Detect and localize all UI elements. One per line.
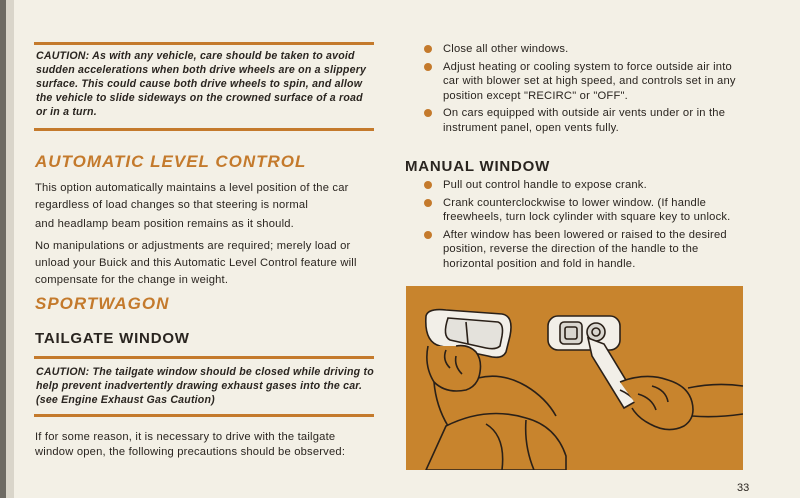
list-item-text: On cars equipped with outside air vents under or in the instrument panel, open vents fully. — [443, 107, 726, 134]
list-item — [443, 106, 745, 135]
caution-text: As with any vehicle, care should be taken to avoid sudden accelerations when both drive wheels are on a slippery surface. This could cause both drive wheels to spin, and allow the vehicle to slide sideways on the crowned surface of a road or in a turn. — [36, 50, 367, 118]
tailgate-paragraph: If for some reason, it is necessary to drive with the tailgate window open, the following precautions should be observed: — [35, 431, 346, 458]
list-item-text: Close all other windows. — [443, 43, 569, 55]
bullet-icon — [424, 231, 432, 239]
subsection-title-manual-window: MANUAL WINDOW — [405, 158, 551, 175]
bullet-icon — [424, 199, 432, 207]
alc-paragraph-1: This option automatically maintains a level position of the car regardless of load changes so that steering is normal — [35, 182, 349, 211]
alc-paragraph-2: and headlamp beam position remains as it should. — [35, 218, 294, 230]
list-item-text: Adjust heating or cooling system to force outside air into car with blower set at high speed, and controls set in any position except "RECIRC" or "OFF". — [443, 60, 736, 102]
section-title-automatic-level-control: AUTOMATIC LEVEL CONTROL — [35, 152, 307, 171]
caution2-top-rule — [34, 356, 374, 359]
caution-tailgate — [36, 365, 376, 407]
list-item-text: Crank counterclockwise to lower window. (If handle freewheels, turn lock cylinder with square key to unlock. — [443, 196, 731, 224]
caution-acceleration — [36, 49, 376, 119]
list-item — [443, 196, 745, 225]
list-item — [443, 60, 745, 104]
bullet-icon — [424, 181, 432, 189]
caution2-bottom-rule — [34, 414, 374, 417]
bullet-icon — [424, 45, 432, 53]
alc-paragraph-3: No manipulations or adjustments are required; merely load or unload your Buick and this Automatic Level Control feature will compensate for the change in weight. — [35, 240, 357, 286]
caution2-label: CAUTION: — [36, 366, 90, 378]
page-number: 33 — [737, 482, 750, 494]
caution-top-rule — [34, 42, 374, 45]
hands-crank-drawing — [406, 286, 743, 470]
list-item — [443, 42, 745, 57]
precautions-list — [443, 42, 745, 139]
bullet-icon — [424, 109, 432, 117]
window-crank-illustration — [406, 286, 743, 470]
list-item-text: After window has been lowered or raised to the desired position, reverse the direction of the handle to the horizontal position and fold in handle. — [443, 228, 727, 270]
section-title-sportwagon: SPORTWAGON — [35, 294, 170, 313]
bullet-icon — [424, 63, 432, 71]
caution2-text: The tailgate window should be closed while driving to help prevent inadvertently drawing exhaust gases into the car. (see Engine Exhaust Gas Caution) — [36, 366, 374, 406]
list-item — [443, 228, 745, 272]
list-item — [443, 178, 745, 193]
subsection-title-tailgate-window: TAILGATE WINDOW — [35, 330, 190, 347]
caution-label: CAUTION: — [36, 50, 90, 62]
page-edge-light — [6, 0, 14, 498]
manual-window-steps — [443, 178, 745, 275]
list-item-text: Pull out control handle to expose crank. — [443, 179, 647, 191]
caution-bottom-rule — [34, 128, 374, 131]
